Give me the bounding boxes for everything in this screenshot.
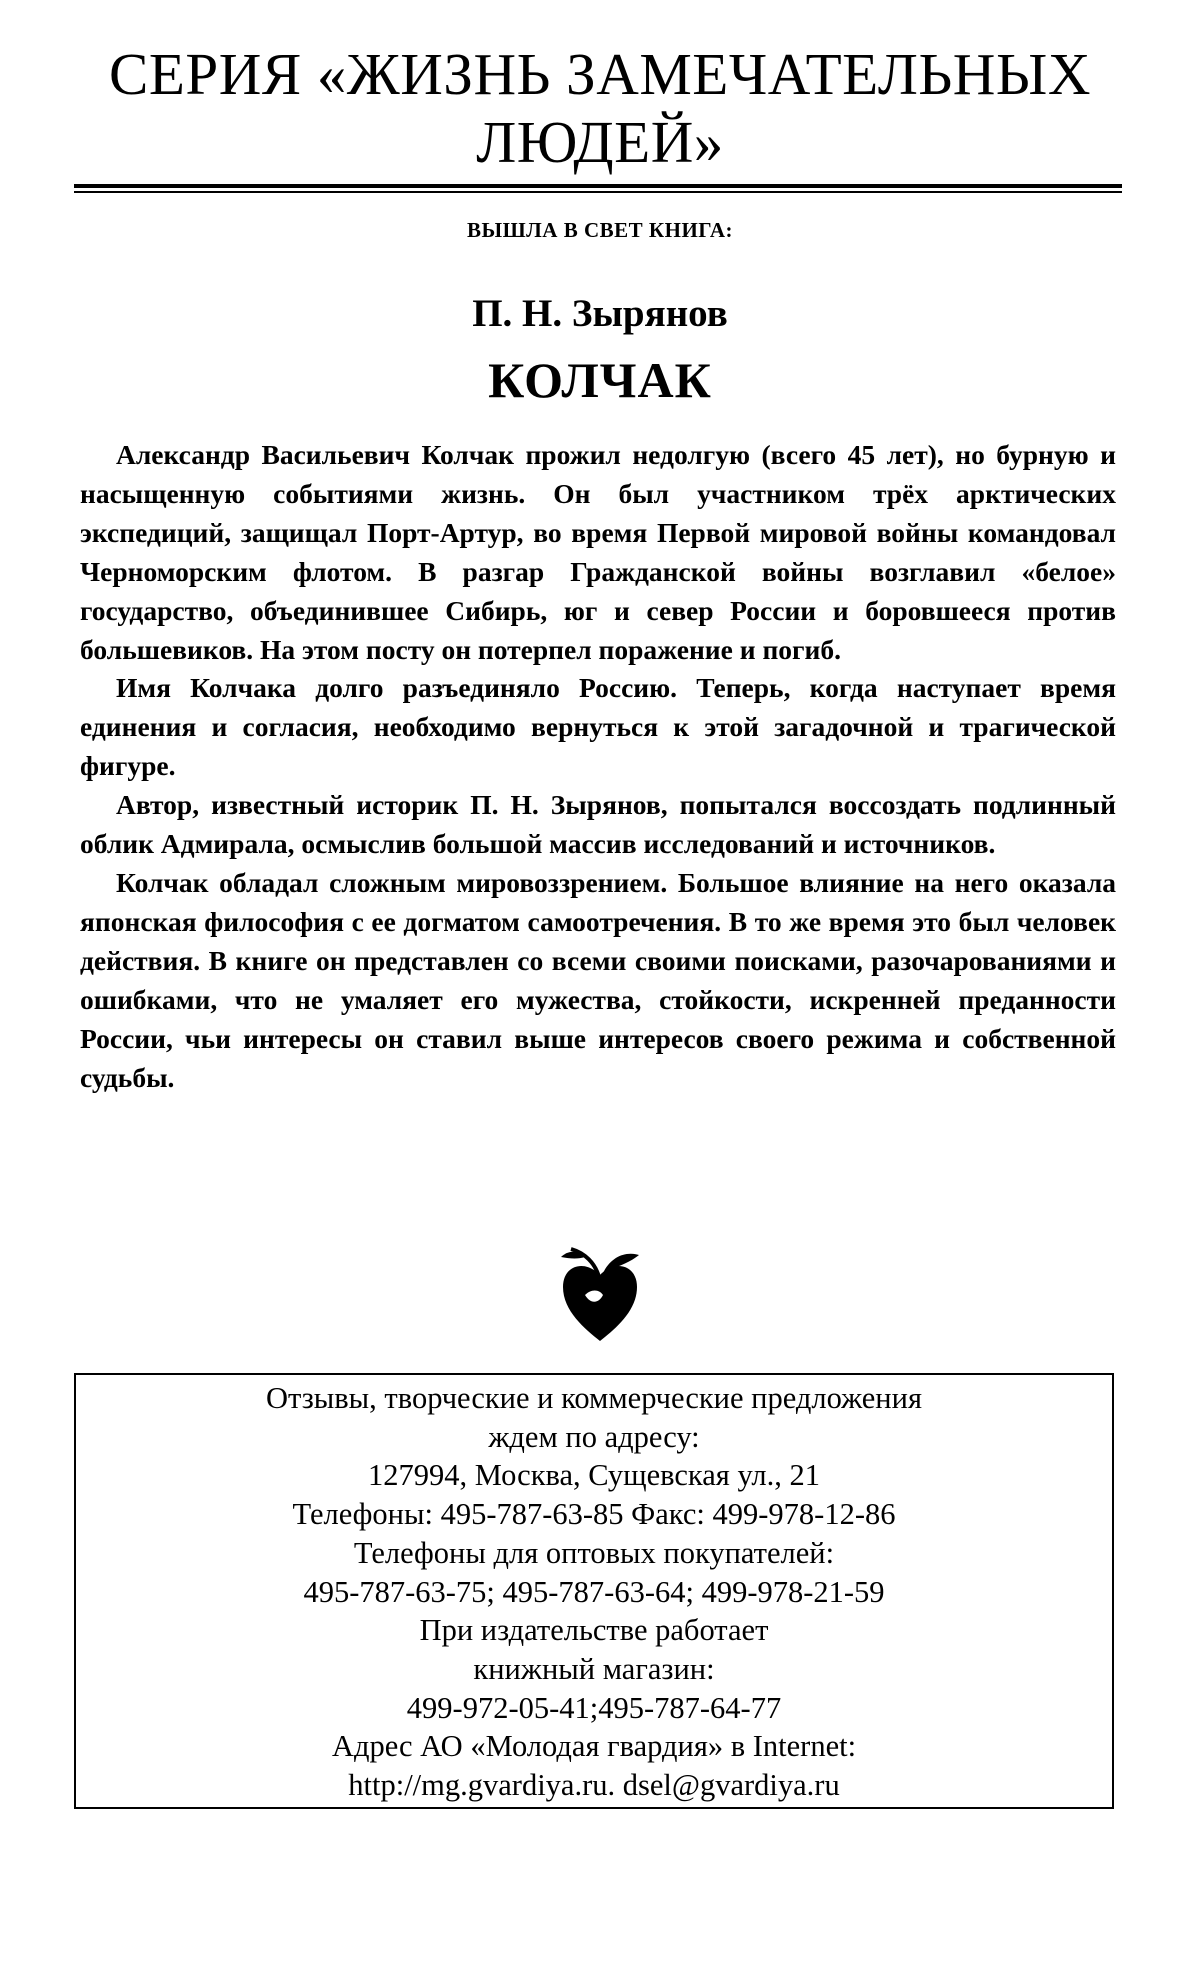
announcement-label: ВЫШЛА В СВЕТ КНИГА: <box>466 218 734 242</box>
contact-phones: Телефоны: 495-787-63-85 Факс: 499-978-12-86 <box>292 1497 896 1532</box>
contact-line: Адрес АО «Молодая гвардия» в Internet: <box>331 1729 857 1764</box>
series-heading-line-2: ЛЮДЕЙ» <box>476 109 724 175</box>
series-heading-line-1: СЕРИЯ «ЖИЗНЬ ЗАМЕЧАТЕЛЬНЫХ <box>109 41 1091 107</box>
description-paragraph: Имя Колчака долго разъединяло Россию. Теперь, когда наступает время единения и согласия, необходимо вернуться к этой загадочной и трагической фигуре. <box>80 672 1116 782</box>
series-heading <box>60 40 1140 176</box>
description-paragraph: Автор, известный историк П. Н. Зырянов, попытался воссоздать подлинный облик Адмирала, осмыслив большой массив исследований и источников. <box>80 789 1116 860</box>
book-description <box>80 436 1116 1097</box>
contact-line: При издательстве работает <box>419 1613 769 1648</box>
website-email: http://mg.gvardiya.ru. dsel@gvardiya.ru <box>348 1768 840 1803</box>
publisher-emblem-icon <box>555 1245 645 1345</box>
contact-info-box <box>74 1373 1114 1809</box>
contact-line: Телефоны для оптовых покупателей: <box>353 1535 835 1570</box>
contact-line: книжный магазин: <box>473 1651 715 1686</box>
description-paragraph: Колчак обладал сложным мировоззрением. Большое влияние на него оказала японская философия с ее догматом самоотречения. В то же время это был человек действия. В книге он представлен со всеми своими поисками, разочарованиями и ошибками, что не умаляет его мужества, стойкости, искренней преданности России, чьи интересы он ставил выше интересов своего режима и собственной судьбы. <box>80 866 1116 1093</box>
contact-line: Отзывы, творческие и коммерческие предложения <box>266 1381 922 1415</box>
heading-rule-thick <box>74 184 1122 188</box>
book-author: П. Н. Зырянов <box>472 292 728 335</box>
book-title: КОЛЧАК <box>488 352 712 408</box>
heading-rule-thin <box>74 191 1122 193</box>
contact-line: ждем по адресу: <box>488 1419 700 1454</box>
store-phones: 499-972-05-41;495-787-64-77 <box>406 1690 782 1725</box>
wholesale-phones: 495-787-63-75; 495-787-63-64; 499-978-21-59 <box>303 1574 885 1609</box>
contact-address: 127994, Москва, Сущевская ул., 21 <box>368 1458 820 1493</box>
description-paragraph: Александр Васильевич Колчак прожил недолгую (всего 45 лет), но бурную и насыщенную событиями жизнь. Он был участником трёх арктических экспедиций, защищал Порт-Артур, во время Первой мировой войны командовал Черноморским флотом. В разгар Гражданской войны возглавил «белое» государство, объединившее Сибирь, юг и север России и боровшееся против большевиков. На этом посту он потерпел поражение и погиб. <box>80 439 1116 665</box>
